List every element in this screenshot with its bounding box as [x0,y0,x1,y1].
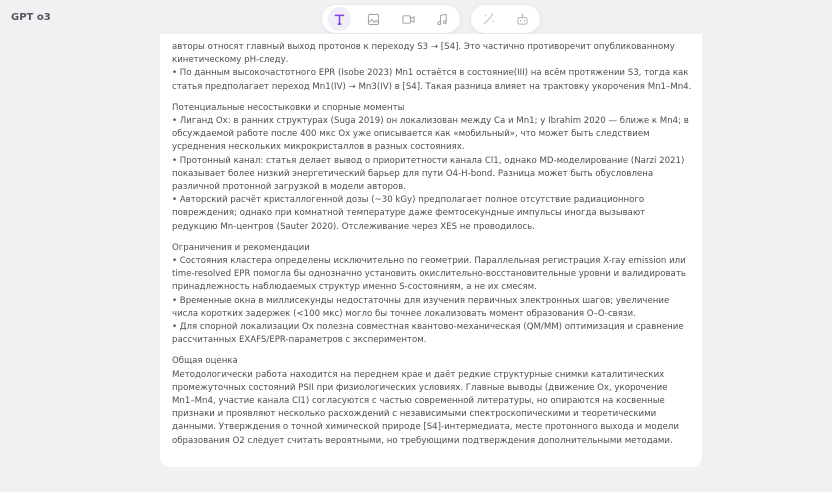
bullet-item: • Лиганд Ox: в ранних структурах (Suga 2019) он локализован между Ca и Mn1; у Ibrahim 2020 — ближе к Mn4; в обсуждаемой работе после 400 мкс Ox уже описывается как «мобильный», что может быть следствием усреднения нескольких микрокристаллов в разных состояниях. [172,116,689,153]
bullet-item: • Временные окна в миллисекунды недостаточны для изучения первичных электронных шагов; увеличение числа коротких задержек (<100 мкс) могло бы точнее локализовать момент образования O–O-связи. [172,295,670,319]
response-card [160,34,702,467]
bullet-item: • По данным высокочастотного EPR (Isobe 2023) Mn1 остаётся в состояние(III) на всём протяжении S3, тогда как статья предполагает переход Mn1(IV) → Mn3(IV) в [S4]. Такая разница влияет на трактовку укорочения Mn1–Mn4. [172,68,692,92]
section-heading: Общая оценка [172,356,238,367]
music-mode-button[interactable] [431,7,454,31]
bullet-item: • Состояния кластера определены исключительно по геометрии. Параллельная регистрация X-ray emission или time-resolved EPR помогла бы однозначно установить окислительно-восстановительные уровни и валидировать принадлежность наблюдаемых структур именно S-состояниям, а не их смесям. [172,256,686,293]
video-mode-button[interactable] [397,7,420,31]
text-mode-button[interactable] [328,7,351,31]
text-icon [333,13,346,26]
section-heading: Потенциальные несостыковки и спорные моменты [172,102,405,113]
section-heading: Ограничения и рекомендации [172,242,310,253]
section-limitations [172,242,692,348]
magic-wand-button[interactable] [477,7,500,31]
paragraph: авторы относят главный выход протонов к переходу S3 → [S4]. Это частично противоречит опубликованному кинетическому pH-следу. [172,42,675,66]
image-icon [367,13,380,26]
mode-toolbar [322,5,460,33]
bullet-item: • Протонный канал: статья делает вывод о приоритетности канала Cl1, однако MD-моделирование (Narzi 2021) показывает более низкий энергетический барьер для пути O4-H-bond. Разница может быть обусловлена различной протонной загрузкой в модели авторов. [172,155,685,193]
app-title: GPT o3 [11,12,51,23]
section-overall [172,355,692,447]
magic-wand-icon [482,13,495,26]
response-content [172,41,692,448]
paragraph: Методологически работа находится на переднем крае и даёт редкие структурные снимки каталитических промежуточных состояний PSII при физиологических условиях. Главные выводы (движение Ox, укорочение Mn1–Mn4, участие канала Cl1) согласуются с частью современной литературы, но опираются на косвенные признаки и проявляют несколько расхождений с независимыми спектроскопическими и теоретическими данными. Утверждения о точной химической природе [S4]-интермедиата, месте протонного выхода и модели образования O2 следует считать вероятными, но требующими подтверждения дополнительными методами. [172,369,679,446]
music-icon [436,13,449,26]
tools-toolbar [471,5,540,33]
robot-icon [516,13,529,26]
section-mismatches [172,102,692,234]
video-icon [402,13,415,26]
bullet-item: • Для спорной локализации Ox полезна совместная квантово-механическая (QM/MM) оптимизация и сравнение рассчитанных EXAFS/EPR-параметров с экспериментом. [172,322,684,346]
bullet-item: • Авторский расчёт кристаллогенной дозы (~30 kGy) предполагает полное отсутствие радиационного повреждения; однако при комнатной температуре даже фемтосекундные импульсы иногда вызывают редукцию Mn-центров (Sauter 2020). Отслеживание через XES не проводилось. [172,195,646,232]
image-mode-button[interactable] [362,7,385,31]
robot-button[interactable] [511,7,534,31]
